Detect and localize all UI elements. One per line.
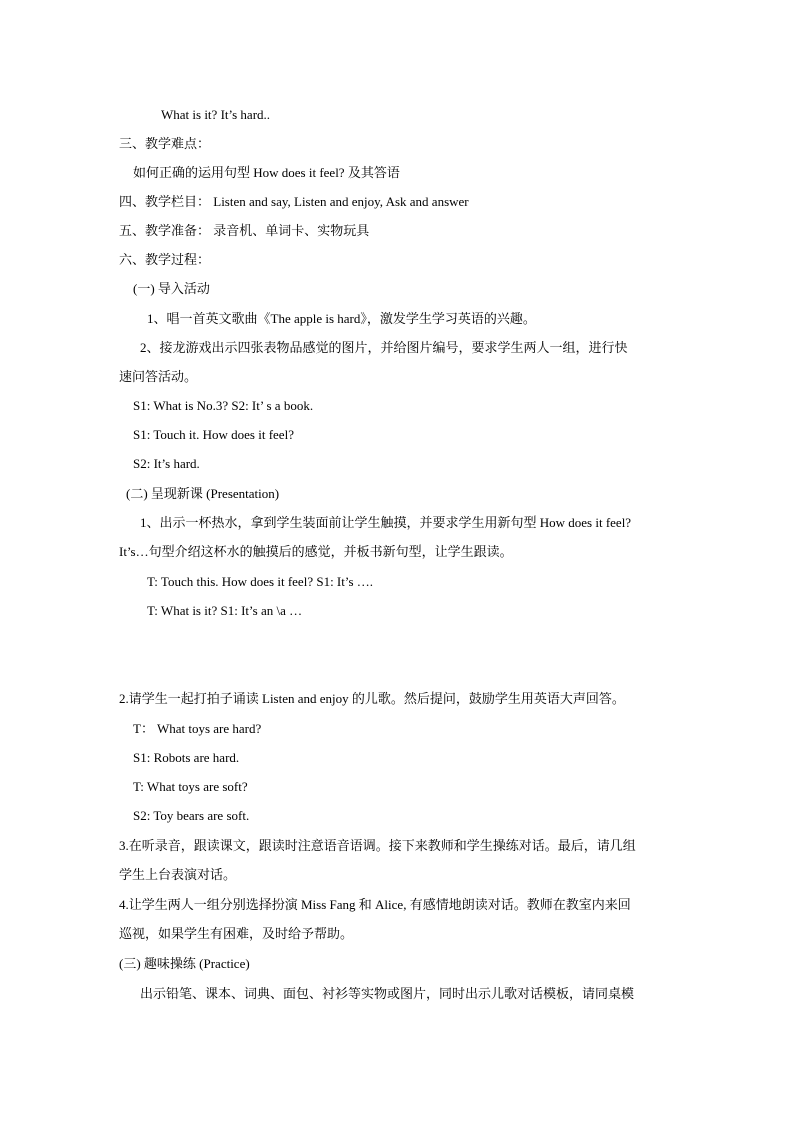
- presentation-step-4: 4.让学生两人一组分别选择扮演 Miss Fang 和 Alice, 有感情地朗读对话。教师在教室内来回: [119, 897, 631, 912]
- dialogue-line: S2: Toy bears are soft.: [133, 808, 250, 823]
- dialogue-line: T: Touch this. How does it feel? S1: It’s ….: [147, 574, 374, 589]
- answer-example-line: What is it? It’s hard..: [161, 107, 271, 122]
- section-heading-preparation: 五、教学准备： 录音机、单词卡、实物玩具: [119, 223, 370, 238]
- presentation-step-1: 1、出示一杯热水，拿到学生装面前让学生触摸，并要求学生用新句型 How does it feel?: [140, 515, 632, 530]
- subheading-practice: (三) 趣味操练 (Practice): [119, 956, 250, 971]
- presentation-step-1-cont: It’s…句型介绍这杯水的触摸后的感觉，并板书新句型，让学生跟读。: [119, 544, 513, 559]
- section-heading-process: 六、教学过程：: [119, 252, 211, 267]
- warmup-step-2: 2、接龙游戏出示四张表物品感觉的图片，并给图片编号，要求学生两人一组，进行快: [140, 340, 628, 355]
- presentation-step-3: 3.在听录音，跟读课文，跟读时注意语音语调。接下来教师和学生操练对话。最后，请几组: [119, 838, 636, 853]
- dialogue-line: S1: Robots are hard.: [133, 750, 240, 765]
- warmup-step-1: 1、唱一首英文歌曲《The apple is hard》，激发学生学习英语的兴趣。: [147, 311, 536, 326]
- dialogue-line: T: What is it? S1: It’s an \a …: [147, 603, 303, 618]
- dialogue-line: S1: What is No.3? S2: It’ s a book.: [133, 398, 314, 413]
- dialogue-line: T: What toys are soft?: [133, 779, 248, 794]
- dialogue-line: T： What toys are hard?: [133, 721, 262, 736]
- presentation-step-3-cont: 学生上台表演对话。: [119, 867, 237, 882]
- subheading-warmup: (一) 导入活动: [133, 281, 210, 296]
- section-heading-difficulty: 三、教学难点：: [119, 136, 211, 151]
- difficulty-text: 如何正确的运用句型 How does it feel? 及其答语: [133, 165, 400, 180]
- warmup-step-2-cont: 速问答活动。: [119, 369, 198, 384]
- presentation-step-4-cont: 巡视，如果学生有困难，及时给予帮助。: [119, 926, 354, 941]
- dialogue-line: S1: Touch it. How does it feel?: [133, 427, 294, 442]
- practice-text: 出示铅笔、课本、词典、面包、衬衫等实物或图片，同时出示儿歌对话模板，请同桌模: [140, 986, 635, 1001]
- dialogue-line: S2: It’s hard.: [133, 456, 200, 471]
- presentation-step-2: 2.请学生一起打拍子诵读 Listen and enjoy 的儿歌。然后提问，鼓励学生用英语大声回答。: [119, 691, 625, 706]
- section-heading-columns: 四、教学栏目： Listen and say, Listen and enjoy, Ask and answer: [119, 194, 469, 209]
- subheading-presentation: (二) 呈现新课 (Presentation): [126, 486, 280, 501]
